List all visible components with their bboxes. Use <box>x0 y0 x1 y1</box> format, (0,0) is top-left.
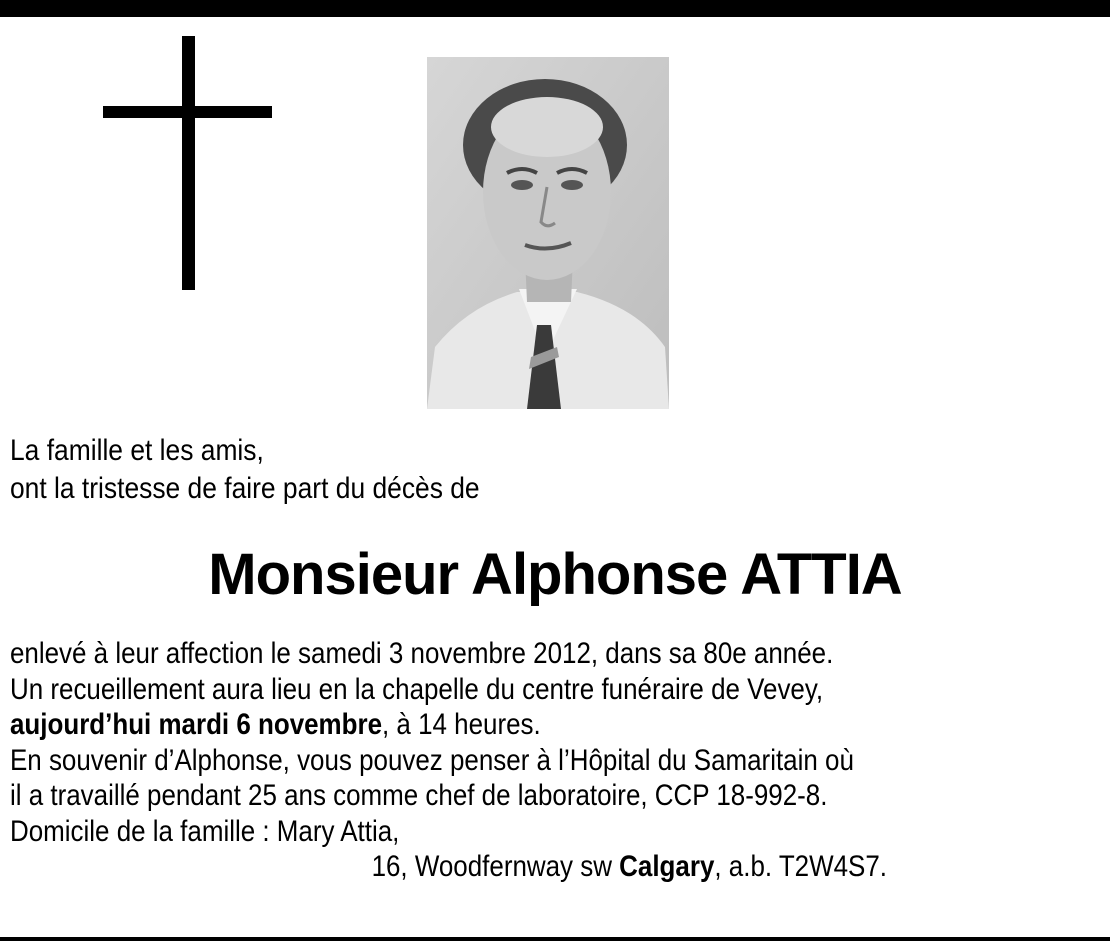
portrait-photo <box>427 57 669 409</box>
ceremony-time: , à 14 heures. <box>382 708 541 741</box>
address-street: 16, Woodfernway sw <box>371 850 620 883</box>
notice-line-2: Un recueillement aura lieu en la chapelle du centre funéraire de Vevey, <box>10 672 824 706</box>
bottom-rule <box>0 937 1110 941</box>
ceremony-date: aujourd’hui mardi 6 novembre <box>10 708 383 741</box>
notice-line-7 <box>10 849 1013 885</box>
address-city: Calgary <box>619 850 715 883</box>
notice-line-3 <box>10 707 1013 743</box>
cross-icon <box>100 36 275 292</box>
intro-text <box>10 432 480 508</box>
address-postal: , a.b. T2W4S7. <box>714 850 887 883</box>
intro-line-2: ont la tristesse de faire part du décès de <box>10 472 480 505</box>
notice-line-6: Domicile de la famille : Mary Attia, <box>10 814 400 848</box>
intro-line-1: La famille et les amis, <box>10 434 264 467</box>
notice-line-5: il a travaillé pendant 25 ans comme chef de laboratoire, CCP 18-992-8. <box>10 779 828 812</box>
notice-body <box>10 636 1013 885</box>
top-rule <box>0 0 1110 17</box>
notice-line-1: enlevé à leur affection le samedi 3 novembre 2012, dans sa 80e année. <box>10 637 834 670</box>
notice-line-4: En souvenir d’Alphonse, vous pouvez penser à l’Hôpital du Samaritain où <box>10 743 854 777</box>
deceased-name: Monsieur Alphonse ATTIA <box>208 542 902 607</box>
